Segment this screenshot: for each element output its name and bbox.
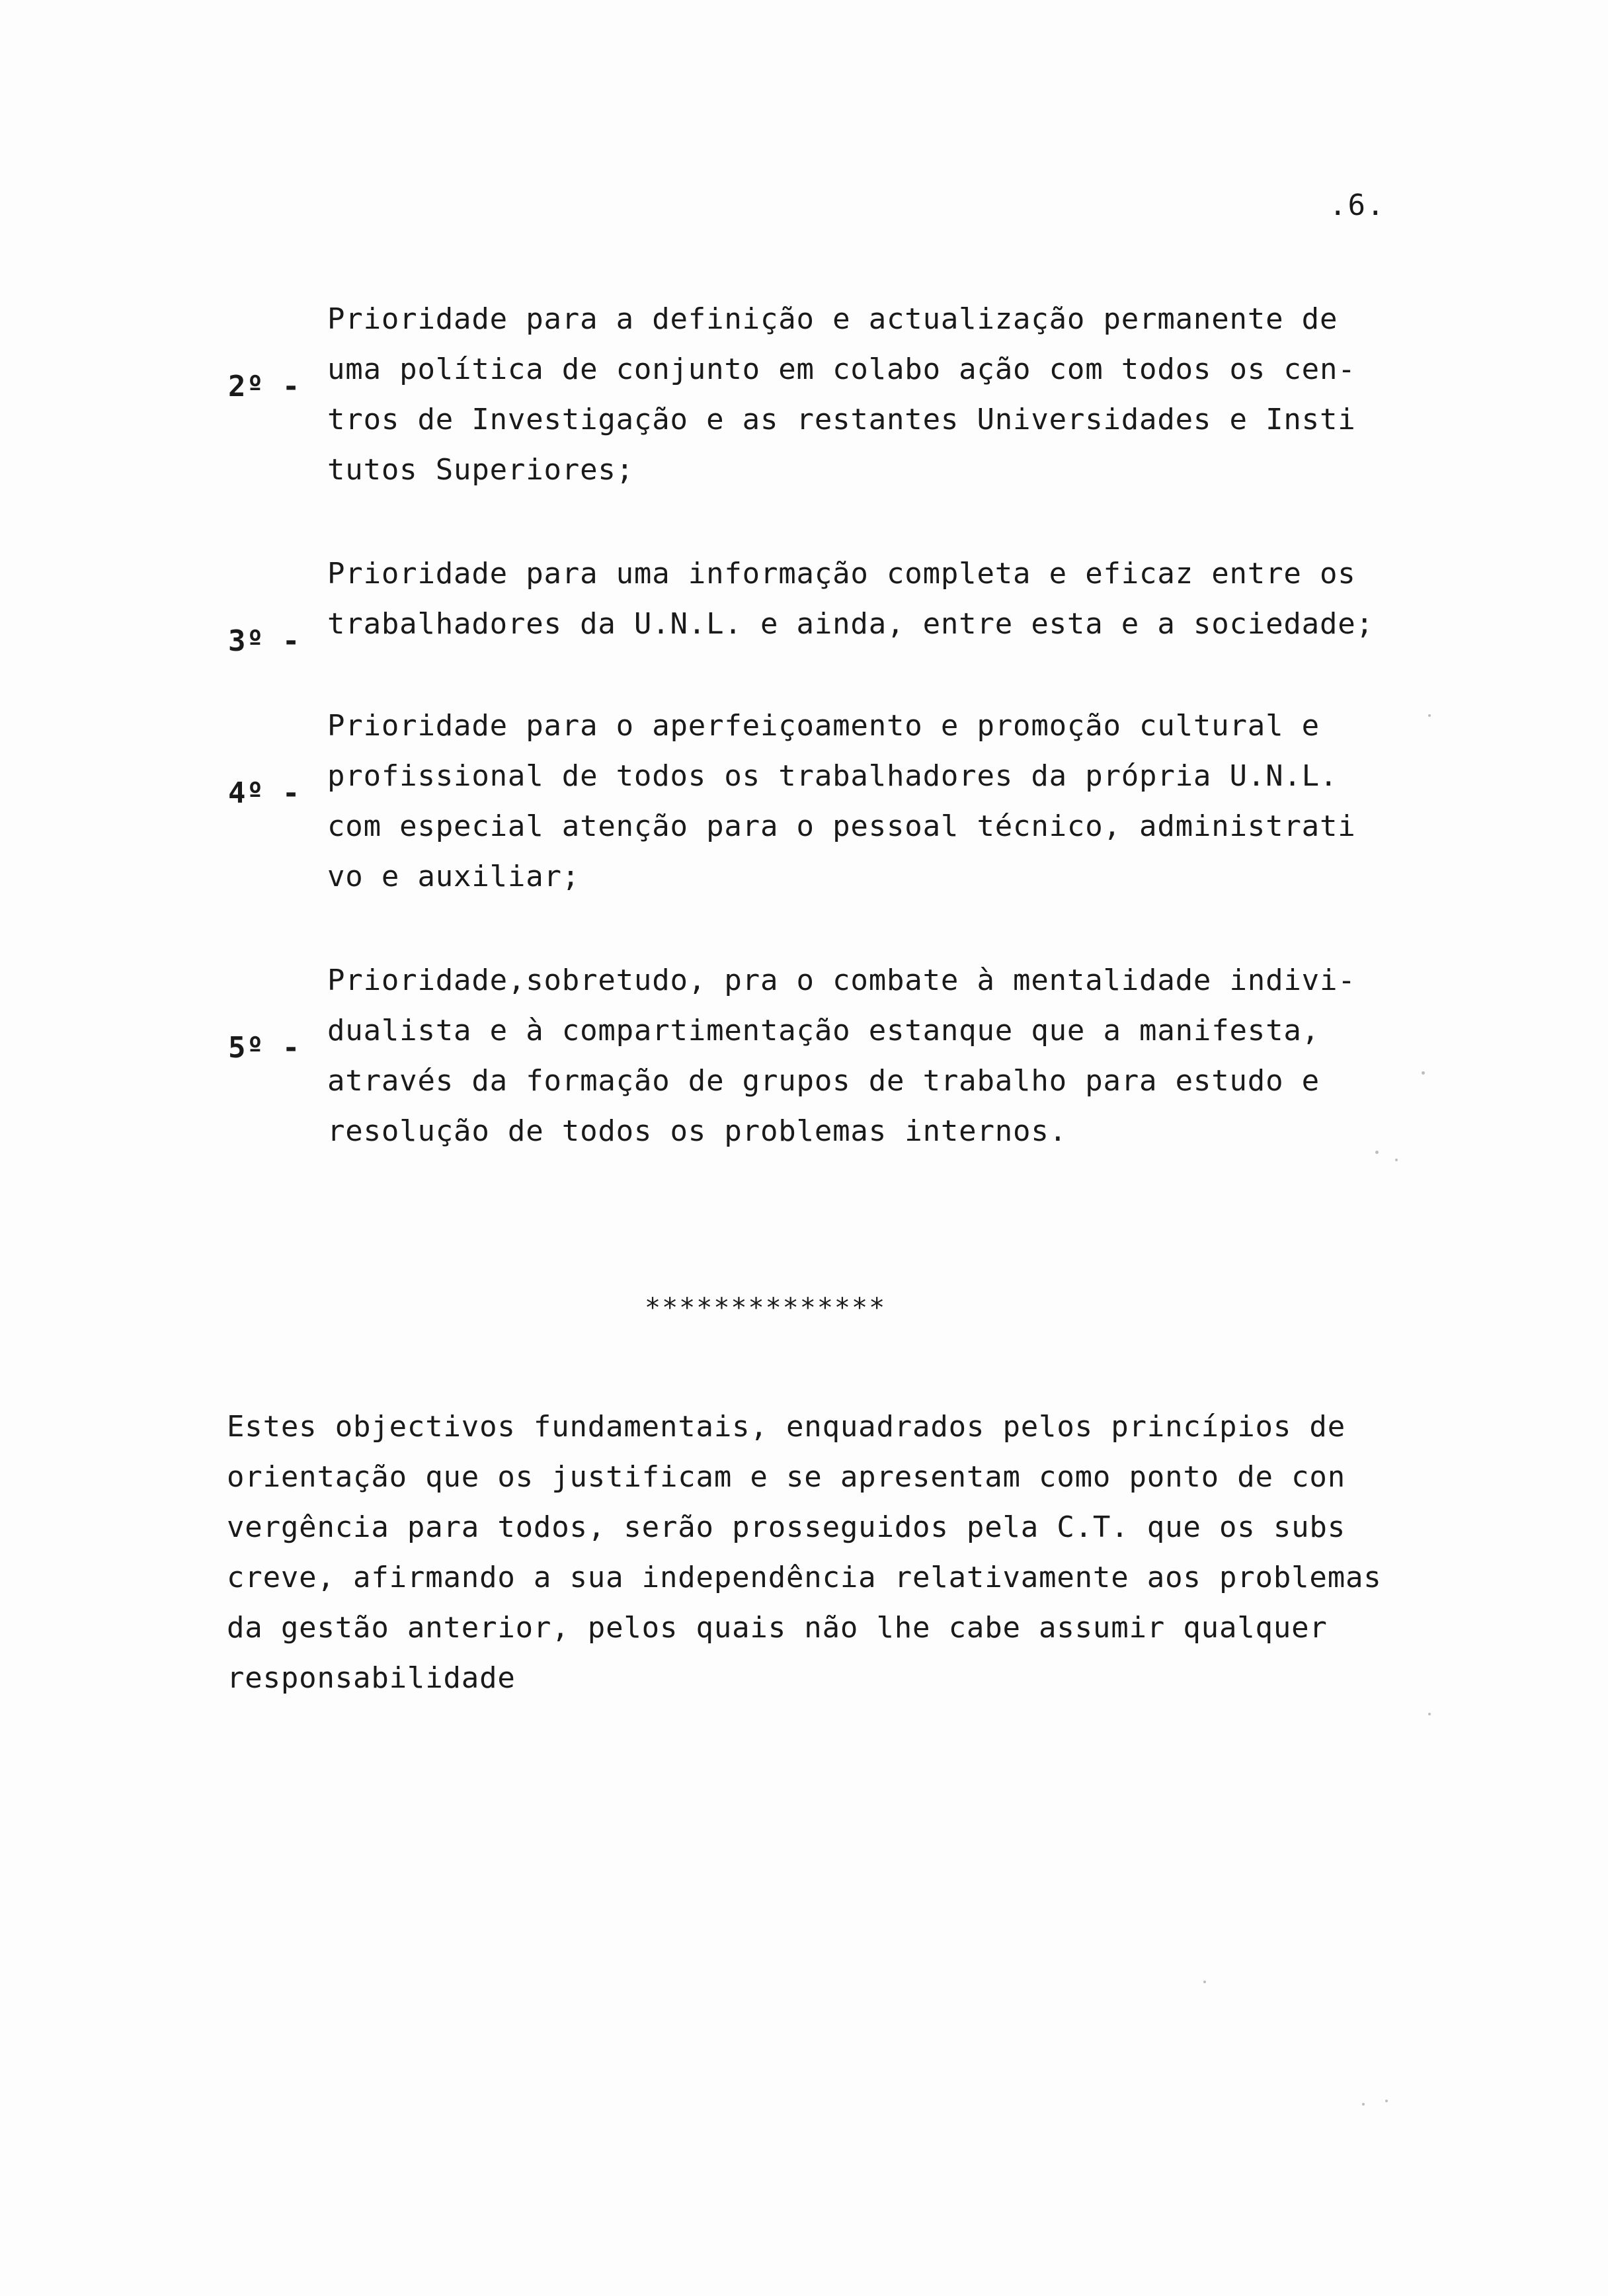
scan-speck bbox=[1395, 1159, 1398, 1161]
text-line: com especial atenção para o pessoal técnico, administrati bbox=[327, 809, 1356, 843]
text-line: responsabilidade bbox=[227, 1661, 516, 1695]
text-line: dualista e à compartimentação estanque que a manifesta, bbox=[327, 1014, 1320, 1047]
text-line: Prioridade para uma informação completa e eficaz entre os bbox=[327, 557, 1356, 591]
scan-speck bbox=[1428, 714, 1431, 717]
text-line: Prioridade para a definição e actualização permanente de bbox=[327, 302, 1338, 336]
separator-asterisks: ************** bbox=[645, 1293, 887, 1323]
text-line: resolução de todos os problemas internos. bbox=[327, 1114, 1067, 1148]
item-text bbox=[327, 956, 1491, 1157]
item-number: 2º - bbox=[228, 370, 301, 403]
text-line: trabalhadores da U.N.L. e ainda, entre esta e a sociedade; bbox=[327, 607, 1374, 641]
text-line: tros de Investigação e as restantes Universidades e Insti bbox=[327, 403, 1356, 436]
item-number: 5º - bbox=[228, 1031, 301, 1065]
item-number: 3º - bbox=[228, 624, 301, 658]
item-text bbox=[327, 549, 1491, 649]
text-line: profissional de todos os trabalhadores da própria U.N.L. bbox=[327, 759, 1338, 793]
item-text bbox=[327, 294, 1491, 495]
text-line: da gestão anterior, pelos quais não lhe cabe assumir qualquer bbox=[227, 1611, 1328, 1645]
text-line: Prioridade para o aperfeiçoamento e promoção cultural e bbox=[327, 709, 1320, 743]
text-line: creve, afirmando a sua independência relativamente aos problemas bbox=[227, 1561, 1382, 1594]
text-line: vergência para todos, serão prosseguidos pela C.T. que os subs bbox=[227, 1510, 1346, 1544]
text-line: orientação que os justificam e se apresentam como ponto de con bbox=[227, 1460, 1346, 1494]
text-line: Prioridade,sobretudo, pra o combate à mentalidade indivi- bbox=[327, 964, 1356, 997]
item-text bbox=[327, 701, 1491, 902]
scan-speck bbox=[1203, 1981, 1206, 1983]
closing-paragraph bbox=[227, 1402, 1483, 1703]
scan-speck bbox=[1422, 1071, 1425, 1075]
scan-speck bbox=[1375, 1151, 1379, 1154]
page-number: .6. bbox=[1329, 188, 1386, 222]
scan-speck bbox=[1428, 1713, 1431, 1715]
text-line: através da formação de grupos de trabalho para estudo e bbox=[327, 1064, 1320, 1098]
item-number: 4º - bbox=[228, 776, 301, 810]
text-line: vo e auxiliar; bbox=[327, 860, 581, 893]
text-line: uma política de conjunto em colabo ação com todos os cen- bbox=[327, 352, 1356, 386]
text-line: tutos Superiores; bbox=[327, 453, 634, 487]
text-line: Estes objectivos fundamentais, enquadrados pelos princípios de bbox=[227, 1410, 1346, 1444]
scan-speck bbox=[1385, 2100, 1388, 2102]
scan-speck bbox=[1362, 2103, 1365, 2106]
